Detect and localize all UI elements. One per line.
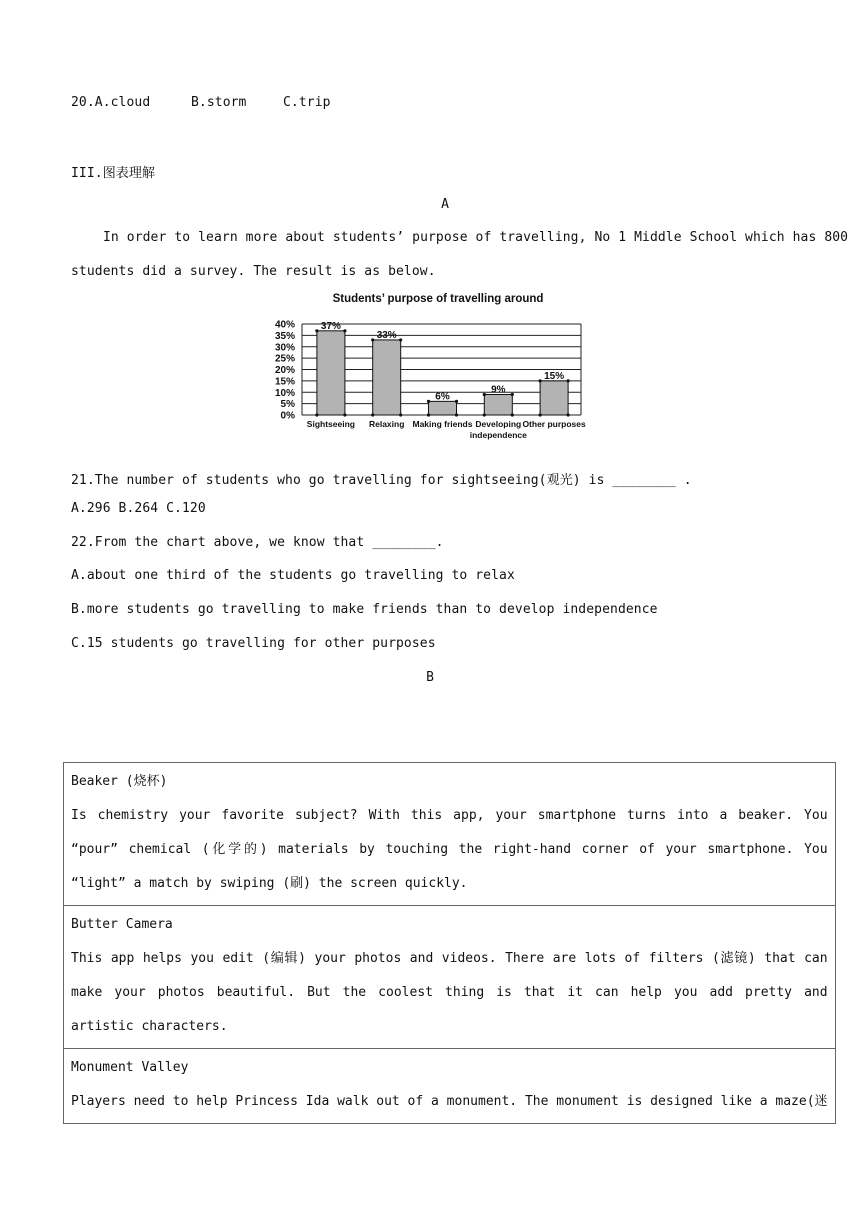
- app-description: Players need to help Princess Ida walk out of a monument. The monument is designed like a maze(迷: [71, 1094, 828, 1109]
- chart-bar: [317, 331, 345, 415]
- chart-y-tick-label: 40%: [274, 319, 295, 331]
- chart-bar-base-marker: [483, 413, 486, 416]
- chart-bar-base-marker: [399, 413, 402, 416]
- chart-bar-corner-marker: [455, 400, 458, 403]
- chart-x-tick-label: Making friends: [412, 419, 473, 429]
- chart-bar-corner-marker: [427, 400, 430, 403]
- chart-y-tick-label: 25%: [274, 353, 295, 365]
- chart-bar-base-marker: [371, 413, 374, 416]
- chart-y-tick-label: 15%: [274, 376, 295, 388]
- question-22-option-a: A.about one third of the students go travelling to relax: [71, 568, 515, 583]
- chart-y-axis: [275, 320, 295, 422]
- chart-data-label: 9%: [491, 384, 506, 396]
- chart-bar-base-marker: [455, 413, 458, 416]
- chart-x-axis: [307, 419, 586, 440]
- intro-paragraph-line-1: In order to learn more about students’ purpose of travelling, No 1 Middle School which has 800: [103, 230, 849, 245]
- intro-paragraph-line-2: students did a survey. The result is as below.: [71, 264, 436, 279]
- section-title: III.图表理解: [71, 166, 156, 181]
- chart-bar: [429, 401, 457, 415]
- app-description: This app helps you edit (编辑) your photos and videos. There are lots of filters (滤镜) that can make your photos beautiful. But the coolest thing is that it can help you add pretty and artistic characters.: [71, 951, 828, 1034]
- question-21-stem: 21.The number of students who go travelling for sightseeing(观光) is ________ .: [71, 473, 692, 488]
- chart-y-tick-label: 0%: [280, 410, 295, 422]
- q20-option-c: C.trip: [283, 95, 331, 110]
- table-row: [64, 763, 836, 906]
- chart-data-labels: [321, 321, 564, 403]
- chart-x-tick-label: independence: [469, 430, 527, 440]
- chart-x-tick-label: Sightseeing: [306, 419, 355, 429]
- table-row: [64, 906, 836, 1049]
- chart-bar: [484, 395, 512, 415]
- chart-bar-corner-marker: [567, 379, 570, 382]
- question-20-options: [71, 95, 331, 110]
- apps-table: [63, 762, 836, 1124]
- chart-bar-base-marker: [315, 413, 318, 416]
- chart-bar-base-marker: [511, 413, 514, 416]
- chart-bar-corner-marker: [539, 379, 542, 382]
- app-title: Beaker (烧杯): [71, 774, 168, 789]
- app-cell-butter-camera: [64, 906, 836, 1049]
- chart-x-tick-label: Relaxing: [368, 419, 405, 429]
- chart-bar-corner-marker: [343, 329, 346, 332]
- chart-data-label: 6%: [435, 391, 450, 403]
- chart-bar: [373, 340, 401, 415]
- chart-data-label: 15%: [544, 370, 565, 382]
- app-title: Butter Camera: [71, 917, 173, 932]
- part-b-heading: B: [426, 670, 434, 685]
- app-cell-beaker: [64, 763, 836, 906]
- question-21-options: A.296 B.264 C.120: [71, 501, 206, 516]
- chart-bar-corner-marker: [399, 338, 402, 341]
- chart-y-tick-label: 5%: [280, 399, 295, 411]
- chart-y-tick-label: 10%: [274, 387, 295, 399]
- chart-bar-base-marker: [567, 413, 570, 416]
- bar-chart: [270, 288, 600, 448]
- chart-bar-base-marker: [539, 413, 542, 416]
- table-row: [64, 1049, 836, 1124]
- app-description: Is chemistry your favorite subject? With this app, your smartphone turns into a beaker. You “pour” chemical (化学的) materials by touching the right-hand corner of your smartphone. You “light” a match by swiping (刷) the screen quickly.: [71, 808, 828, 891]
- chart-bar-base-marker: [427, 413, 430, 416]
- chart-data-label: 33%: [376, 329, 397, 341]
- question-22-option-b: B.more students go travelling to make friends than to develop independence: [71, 602, 658, 617]
- chart-y-tick-label: 30%: [274, 342, 295, 354]
- chart-bar-corner-marker: [315, 329, 318, 332]
- chart-y-tick-label: 35%: [274, 330, 295, 342]
- part-a-heading: A: [441, 197, 449, 212]
- chart-y-tick-label: 20%: [274, 365, 295, 376]
- app-title: Monument Valley: [71, 1060, 189, 1075]
- chart-data-label: 37%: [320, 320, 341, 332]
- q20-option-b: B.storm: [191, 95, 247, 110]
- question-22-stem: 22.From the chart above, we know that ________.: [71, 535, 444, 550]
- chart-bar-corner-marker: [371, 338, 374, 341]
- chart-title: Students’ purpose of travelling around: [332, 293, 544, 305]
- chart-x-tick-label: Other purposes: [522, 419, 586, 429]
- app-cell-monument-valley: [64, 1049, 836, 1124]
- chart-bar: [540, 381, 568, 415]
- chart-bar-corner-marker: [511, 393, 514, 396]
- chart-x-tick-label: Developing: [475, 419, 522, 429]
- chart-bar-corner-marker: [483, 393, 486, 396]
- q20-option-a: 20.A.cloud: [71, 95, 151, 110]
- chart-bar-base-marker: [343, 413, 346, 416]
- question-22-option-c: C.15 students go travelling for other purposes: [71, 636, 436, 651]
